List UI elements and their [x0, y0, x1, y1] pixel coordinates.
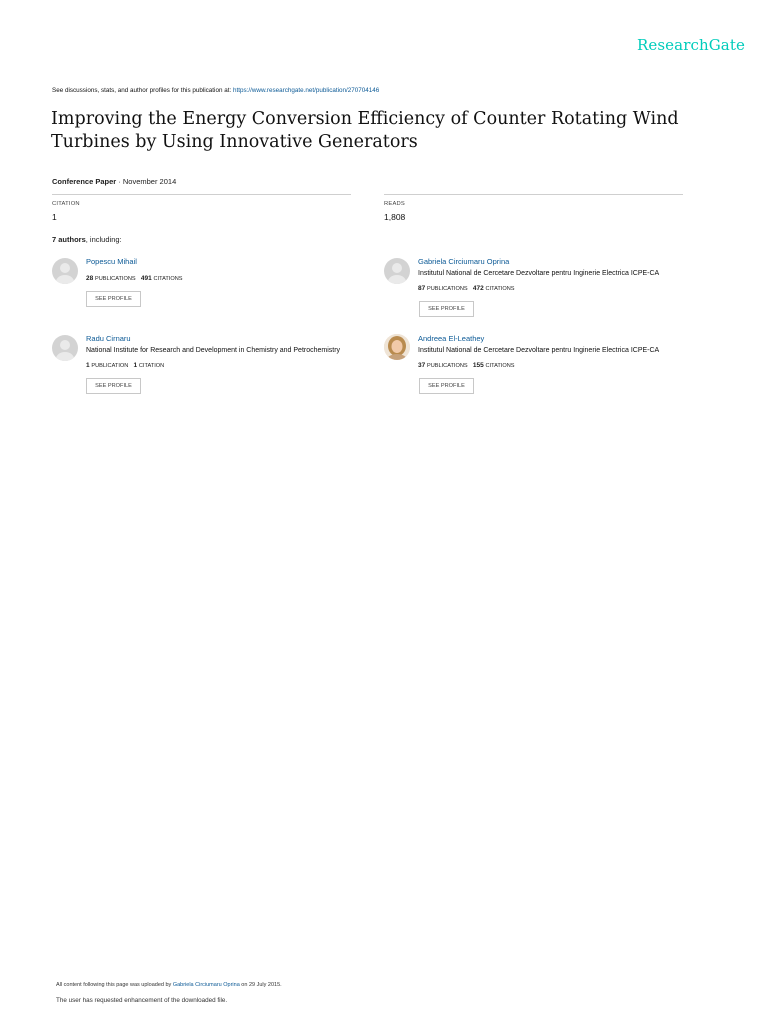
publications-unit: PUBLICATIONS [426, 286, 468, 292]
avatar-placeholder-icon[interactable] [384, 258, 410, 284]
uploader-link[interactable]: Gabriela Circiumaru Oprina [172, 982, 240, 988]
author-affiliation: Institutul National de Cercetare Dezvoltare pentru Inginerie Electrica ICPE-CA [418, 347, 660, 354]
publications-unit: PUBLICATION [91, 363, 129, 369]
author-stats [86, 362, 164, 369]
citations-unit: CITATIONS [153, 276, 183, 282]
citation-value: 1 [52, 212, 57, 222]
authors-suffix: , including: [85, 235, 122, 244]
upload-prefix: All content following this page was uploaded by [56, 982, 173, 988]
reads-label: READS [384, 201, 405, 207]
avatar-placeholder-icon[interactable] [52, 258, 78, 284]
author-affiliation: National Institute for Research and Development in Chemistry and Petrochemistry [86, 347, 341, 354]
citations-unit: CITATION [138, 363, 165, 369]
author-stats [418, 285, 514, 292]
author-name[interactable]: Radu Cirnaru [86, 334, 131, 343]
citations-unit: CITATIONS [485, 363, 515, 369]
upload-date: on 29 July 2015. [239, 982, 282, 988]
paper-type: Conference Paper [52, 177, 117, 186]
paper-date: November 2014 [122, 177, 177, 186]
researchgate-logo[interactable]: ResearchGate [637, 36, 745, 54]
citations-count: 491 [140, 275, 152, 282]
publications-count: 28 [86, 275, 94, 282]
see-profile-button[interactable]: SEE PROFILE [86, 291, 141, 307]
upload-note [56, 982, 282, 988]
publications-count: 1 [86, 362, 90, 369]
reads-value: 1,808 [384, 212, 406, 222]
author-stats [86, 275, 182, 282]
publications-unit: PUBLICATIONS [94, 276, 136, 282]
see-profile-button[interactable]: SEE PROFILE [419, 301, 474, 317]
author-stats [418, 362, 514, 369]
citation-divider [52, 194, 351, 195]
citations-count: 1 [133, 362, 138, 369]
citations-unit: CITATIONS [485, 286, 515, 292]
meta-separator: · [116, 177, 123, 186]
see-profile-button[interactable]: SEE PROFILE [86, 378, 141, 394]
citations-count: 472 [472, 285, 484, 292]
discussion-prefix: See discussions, stats, and author profiles for this publication at: [52, 87, 233, 94]
publication-link[interactable]: https://www.researchgate.net/publication/270704146 [232, 87, 380, 94]
reads-divider [384, 194, 683, 195]
authors-count: 7 authors [52, 235, 86, 244]
enhancement-note: The user has requested enhancement of the downloaded file. [56, 997, 228, 1004]
author-affiliation: Institutul National de Cercetare Dezvoltare pentru Inginerie Electrica ICPE-CA [418, 270, 660, 277]
publications-count: 37 [418, 362, 426, 369]
authors-intro [52, 235, 122, 244]
avatar-placeholder-icon[interactable] [52, 335, 78, 361]
discussion-line [52, 87, 379, 94]
author-name[interactable]: Andreea El-Leathey [418, 334, 485, 343]
citations-count: 155 [472, 362, 484, 369]
publications-count: 87 [418, 285, 426, 292]
citation-label: CITATION [52, 201, 80, 207]
author-name[interactable]: Gabriela Circiumaru Oprina [418, 257, 510, 266]
author-photo-icon[interactable] [384, 334, 410, 360]
publications-unit: PUBLICATIONS [426, 363, 468, 369]
author-name[interactable]: Popescu Mihail [86, 257, 137, 266]
paper-title: Improving the Energy Conversion Efficiency of Counter Rotating Wind Turbines by Using Innovative Generators [51, 109, 679, 152]
see-profile-button[interactable]: SEE PROFILE [419, 378, 474, 394]
paper-meta [52, 177, 176, 186]
